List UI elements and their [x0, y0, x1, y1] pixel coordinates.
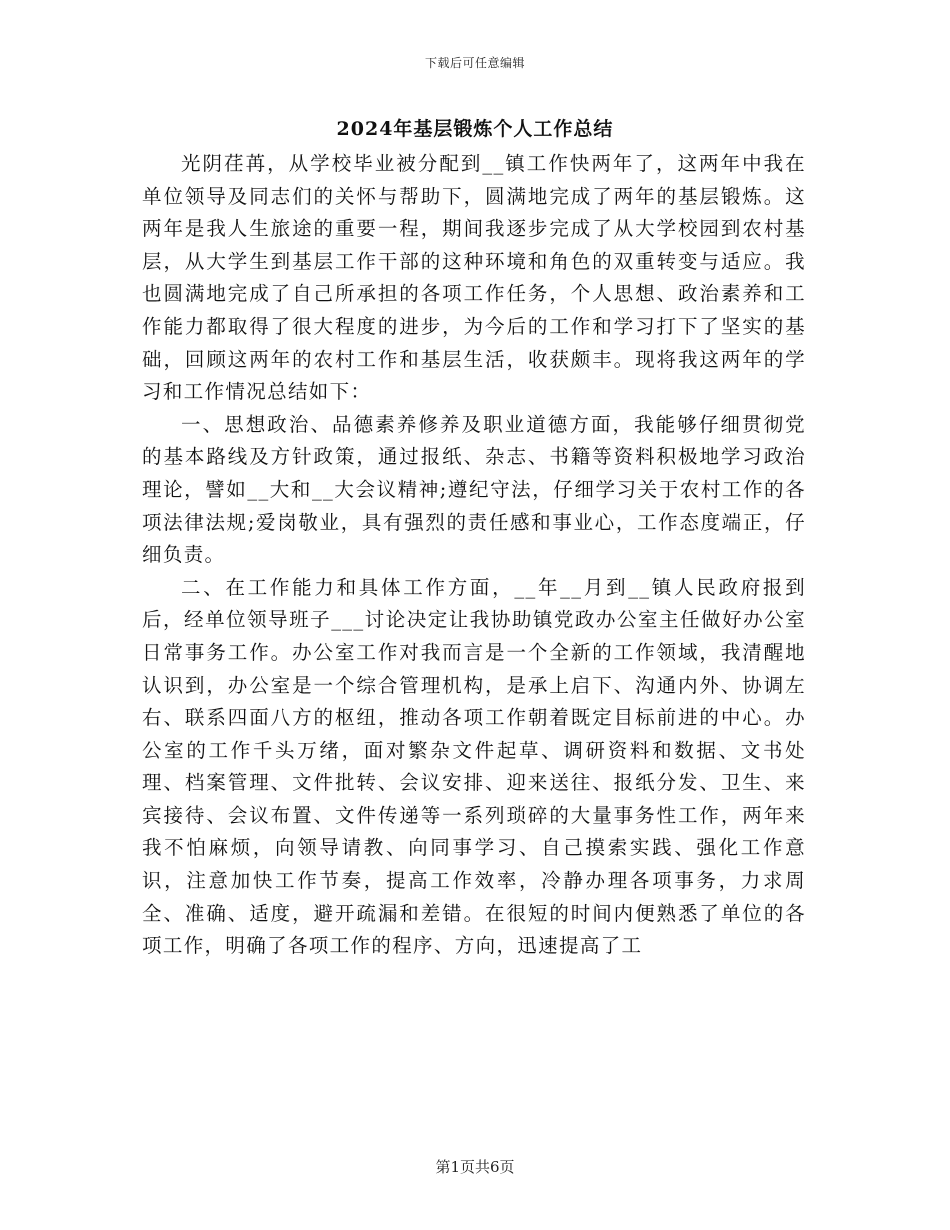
paragraph-section-one: 一、思想政治、品德素养修养及职业道德方面，我能够仔细贯彻党的基本路线及方针政策，通过报纸、杂志、书籍等资料积极地学习政治理论，譬如__大和__大会议精神;遵纪守法，仔细学习关于农村工作的各项法律法规;爱岗敬业，具有强烈的责任感和事业心，工作态度端正，仔细负责。 — [142, 412, 806, 567]
page-number: 第1页共6页 — [435, 1158, 515, 1176]
document-body — [142, 148, 806, 963]
document-title: 2024年基层锻炼个人工作总结 — [336, 118, 614, 140]
paragraph-intro: 光阴荏苒，从学校毕业被分配到__镇工作快两年了，这两年中我在单位领导及同志们的关怀与帮助下，圆满地完成了两年的基层锻炼。这两年是我人生旅途的重要一程，期间我逐步完成了从大学校园到农村基层，从大学生到基层工作干部的这种环境和角色的双重转变与适应。我也圆满地完成了自己所承担的各项工作任务，个人思想、政治素养和工作能力都取得了很大程度的进步，为今后的工作和学习打下了坚实的基础，回顾这两年的农村工作和基层生活，收获颇丰。现将我这两年的学习和工作情况总结如下： — [142, 152, 806, 404]
header-note: 下载后可任意编辑 — [424, 56, 525, 70]
paragraph-section-two: 二、在工作能力和具体工作方面，__年__月到__镇人民政府报到后，经单位领导班子___讨论决定让我协助镇党政办公室主任做好办公室日常事务工作。办公室工作对我而言是一个全新的工作领域，我清醒地认识到，办公室是一个综合管理机构，是承上启下、沟通内外、协调左右、联系四面八方的枢纽，推动各项工作朝着既定目标前进的中心。办公室的工作千头万绪，面对繁杂文件起草、调研资料和数据、文书处理、档案管理、文件批转、会议安排、迎来送往、报纸分发、卫生、来宾接待、会议布置、文件传递等一系列琐碎的大量事务性工作，两年来我不怕麻烦，向领导请教、向同事学习、自己摸索实践、强化工作意识，注意加快工作节奏，提高工作效率，冷静办理各项事务，力求周全、准确、适度，避开疏漏和差错。在很短的时间内便熟悉了单位的各项工作，明确了各项工作的程序、方向，迅速提高了工 — [142, 575, 806, 958]
